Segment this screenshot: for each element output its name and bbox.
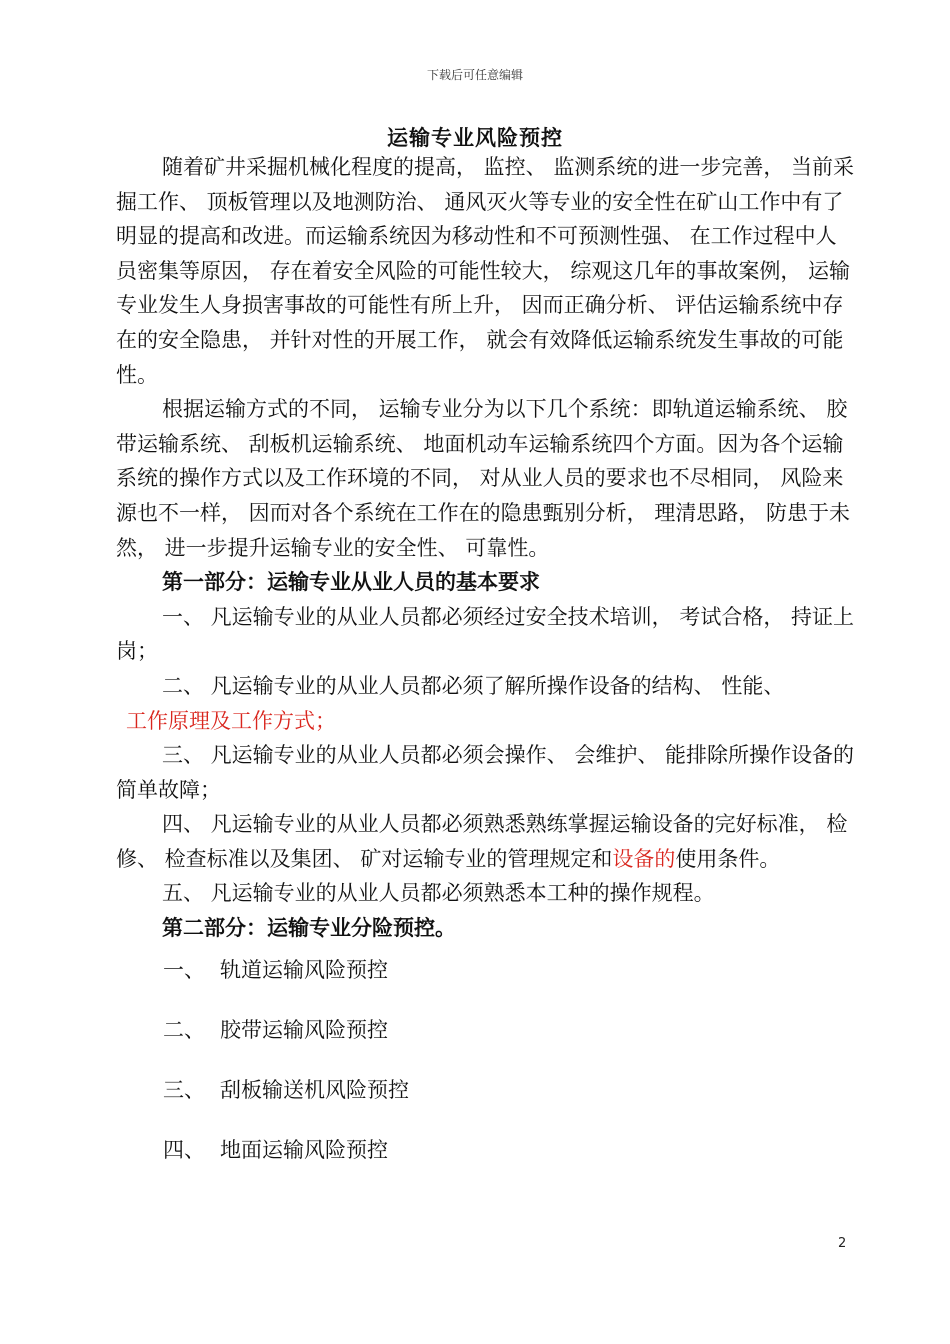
requirement-5: 五、 凡运输专业的从业人员都必须熟悉本工种的操作规程。 bbox=[162, 881, 715, 906]
requirement-4 bbox=[116, 807, 856, 876]
outline-item bbox=[163, 1075, 409, 1105]
requirement-3: 三、 凡运输专业的从业人员都必须会操作、 会维护、 能排除所操作设备的简单故障； bbox=[116, 743, 855, 802]
outline-text: 轨道运输风险预控 bbox=[220, 958, 388, 982]
outline-item bbox=[163, 955, 388, 985]
page-number: 2 bbox=[838, 1236, 847, 1251]
requirement-2 bbox=[116, 669, 856, 738]
requirement-1: 一、 凡运输专业的从业人员都必须经过安全技术培训， 考试合格， 持证上岗； bbox=[116, 604, 855, 664]
outline-number: 一、 bbox=[163, 958, 205, 982]
outline-number: 四、 bbox=[163, 1138, 205, 1162]
outline-item bbox=[163, 1135, 388, 1165]
outline-text: 胶带运输风险预控 bbox=[220, 1018, 388, 1042]
intro-paragraph-2: 根据运输方式的不同， 运输专业分为以下几个系统：即轨道运输系统、 胶带运输系统、 刮板机运输系统、 地面机动车运输系统四个方面。因为各个运输系统的操作方式以及工作环境的不同， 对从业人员的要求也不尽相同， 风险来源也不一样， 因而对各个系统在工作在的隐患甄别分析， 理清思路， 防患于未然， 进一步提升运输专业的安全性、 可靠性。 bbox=[116, 397, 851, 560]
document-body bbox=[116, 150, 856, 946]
intro-paragraph-1: 随着矿井采掘机械化程度的提高， 监控、 监测系统的进一步完善， 当前采掘工作、 顶板管理以及地测防治、 通风灭火等专业的安全性在矿山工作中有了明显的提高和改进。而运输系统因为移动性和不可预测性强、 在工作过程中人员密集等原因， 存在着安全风险的可能性较大， 综观这几年的事故案例， 运输专业发生人身损害事故的可能性有所上升， 因而正确分析、 评估运输系统中存在的安全隐患， 并针对性的开展工作， 就会有效降低运输系统发生事故的可能性。 bbox=[116, 155, 855, 387]
requirement-2-highlight: 工作原理及工作方式； bbox=[126, 708, 336, 733]
outline-number: 三、 bbox=[163, 1078, 205, 1102]
requirement-4-tail: 使用条件。 bbox=[675, 846, 781, 871]
part2-heading: 第二部分：运输专业分险预控。 bbox=[162, 916, 456, 941]
requirement-4-highlight: 设备的 bbox=[612, 846, 676, 871]
requirement-4-text: 四、 凡运输专业的从业人员都必须熟悉熟练掌握运输设备的完好标准， 检修、 检查标准以及集团、 矿对运输专业的管理规定和 bbox=[116, 812, 848, 871]
requirement-2-text: 二、 凡运输专业的从业人员都必须了解所操作设备的结构、 性能、 bbox=[162, 673, 785, 698]
outline-item bbox=[163, 1015, 388, 1045]
outline-text: 刮板输送机风险预控 bbox=[220, 1078, 409, 1102]
outline-number: 二、 bbox=[163, 1018, 205, 1042]
part1-heading: 第一部分：运输专业从业人员的基本要求 bbox=[162, 570, 540, 595]
page-header: 下载后可任意编辑 bbox=[426, 68, 523, 82]
outline-text: 地面运输风险预控 bbox=[220, 1138, 388, 1162]
document-title: 运输专业风险预控 bbox=[387, 126, 563, 150]
